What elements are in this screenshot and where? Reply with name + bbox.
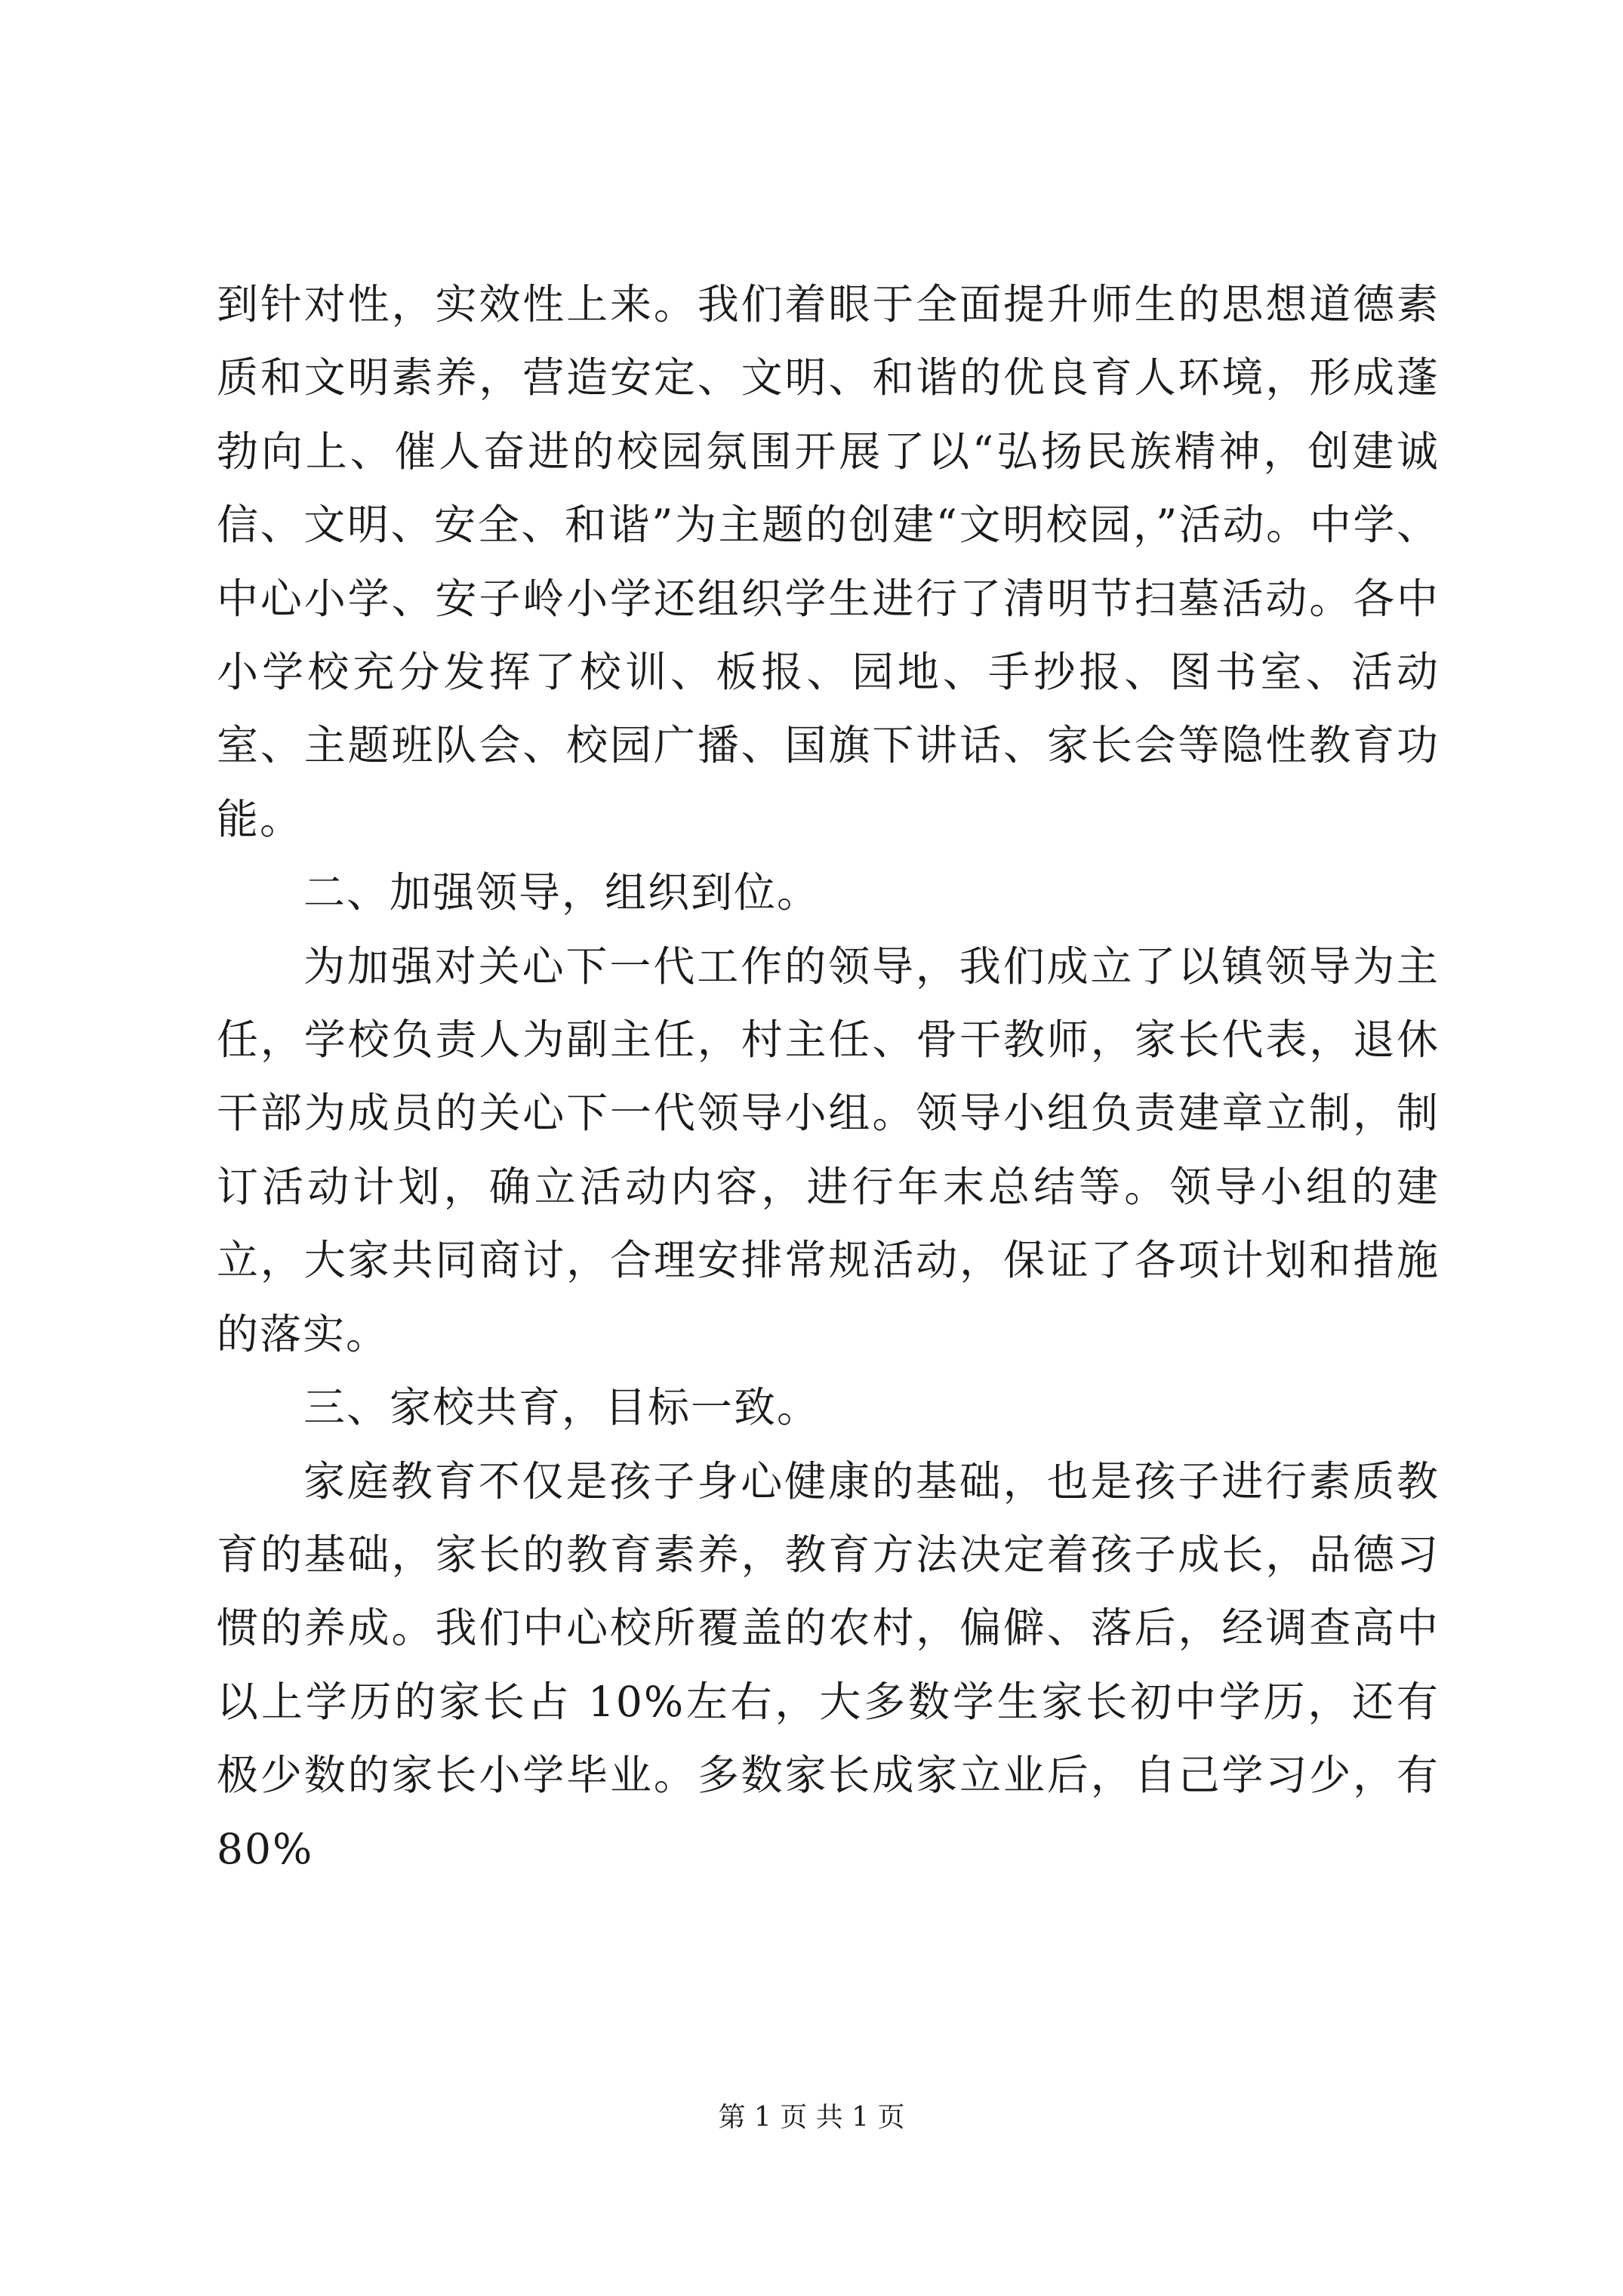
paragraph-leadership: 为加强对关心下一代工作的领导，我们成立了以镇领导为主任，学校负责人为副主任，村主任、骨干教师，家长代表，退休干部为成员的关心下一代领导小组。领导小组负责建章立制，制订活动计划，确立活动内容，进行年末总结等。领导小组的建立，大家共同商讨，合理安排常规活动，保证了各项计划和措施的落实。 (217, 942, 1440, 1358)
section-heading-home-school: 三、家校共育，目标一致。 (303, 1383, 821, 1432)
page-footer: 第 1 页 共 1 页 (718, 2102, 905, 2133)
paragraph-continuation: 到针对性，实效性上来。我们着眼于全面提升师生的思想道德素质和文明素养，营造安定、文明、和谐的优良育人环境，形成蓬勃向上、催人奋进的校园氛围开展了以“弘扬民族精神，创建诚信、文明、安全、和谐”为主题的创建“文明校园，”活动。中学、中心小学、安子岭小学还组织学生进行了清明节扫墓活动。各中小学校充分发挥了校训、板报、园地、手抄报、图书室、活动室、主题班队会、校园广播、国旗下讲话、家长会等隐性教育功能。 (217, 280, 1440, 843)
paragraph-home-school: 家庭教育不仅是孩子身心健康的基础，也是孩子进行素质教育的基础，家长的教育素养，教育方法决定着孩子成长，品德习惯的养成。我们中心校所覆盖的农村，偏僻、落后，经调查高中以上学历的家长占 10%左右，大多数学生家长初中学历，还有极少数的家长小学毕业。多数家长成家立业后，自己学习少，有 80% (217, 1456, 1440, 1873)
document-body (217, 268, 1440, 1886)
section-heading-leadership: 二、加强领导，组织到位。 (303, 868, 821, 917)
